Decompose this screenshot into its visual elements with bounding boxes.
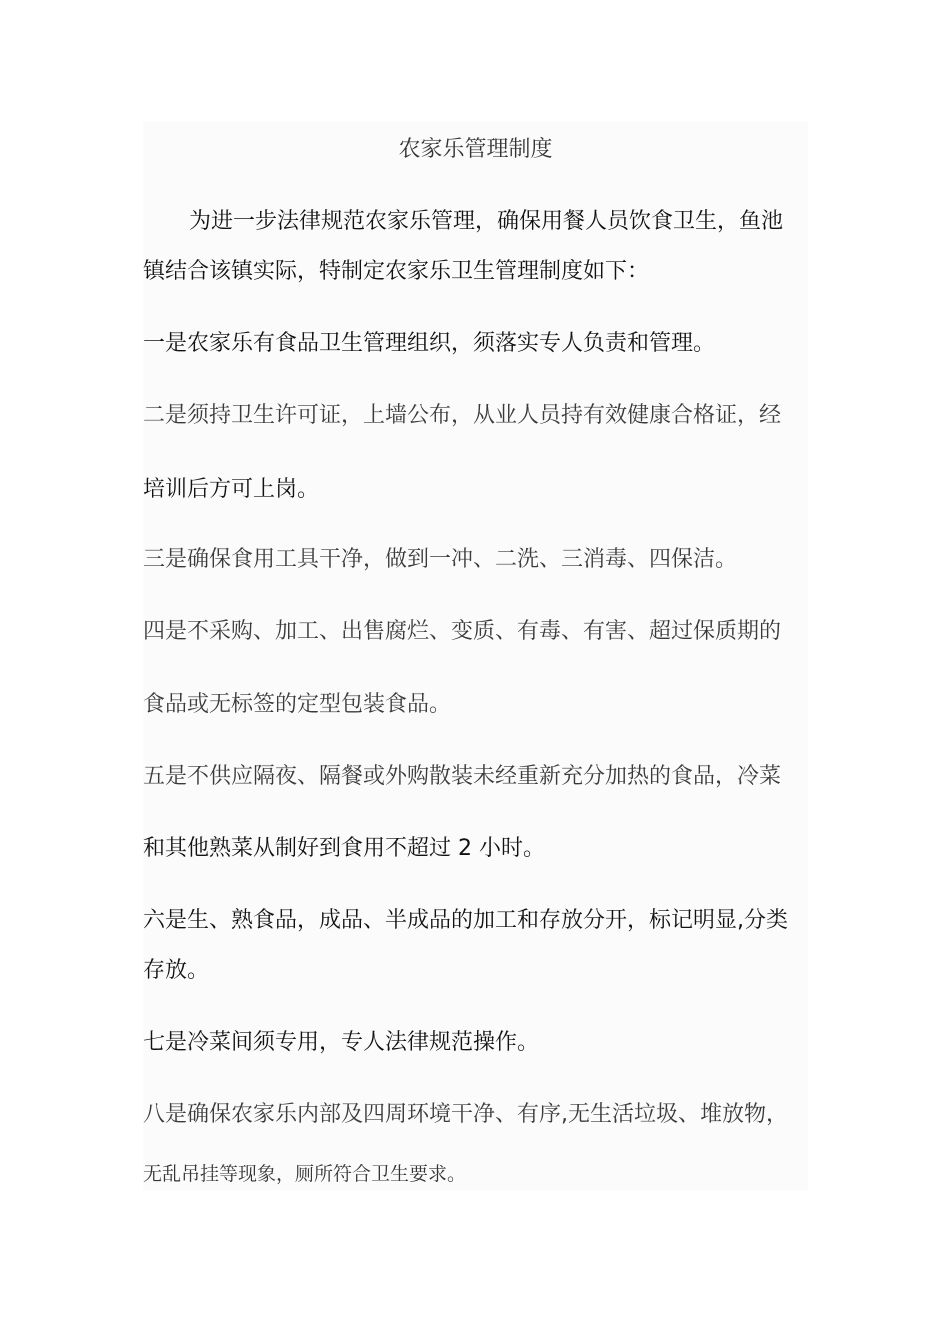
- rule-item-6-line-1: 六是生、熟食品，成品、半成品的加工和存放分开，标记明显,分类: [143, 908, 788, 933]
- intro-line-1: 为进一步法律规范农家乐管理，确保用餐人员饮食卫生，鱼池: [189, 209, 784, 234]
- rule-item-2-line-1: 二是须持卫生许可证，上墙公布，从业人员持有效健康合格证，经: [143, 403, 782, 428]
- rule-item-5-line-2: 和其他熟菜从制好到食用不超过 2 小时。: [143, 836, 545, 861]
- rule-item-1: 一是农家乐有食品卫生管理组织，须落实专人负责和管理。: [143, 331, 716, 356]
- rule-item-7: 七是冷菜间须专用，专人法律规范操作。: [143, 1030, 540, 1055]
- rule-item-4-line-2: 食品或无标签的定型包装食品。: [143, 692, 452, 717]
- rule-item-5-line-1: 五是不供应隔夜、隔餐或外购散装未经重新充分加热的食品，冷菜: [143, 764, 782, 789]
- rule-item-6-line-2: 存放。: [143, 958, 210, 983]
- rule-item-2-line-2: 培训后方可上岗。: [143, 477, 320, 502]
- rule-item-3: 三是确保食用工具干净，做到一冲、二洗、三消毒、四保洁。: [143, 547, 738, 572]
- rule-item-4-line-1: 四是不采购、加工、出售腐烂、变质、有毒、有害、超过保质期的: [143, 619, 782, 644]
- rule-item-8-line-2: 无乱吊挂等现象，厕所符合卫生要求。: [143, 1163, 467, 1185]
- document-page: [143, 122, 808, 1190]
- intro-line-2: 镇结合该镇实际，特制定农家乐卫生管理制度如下：: [143, 259, 650, 284]
- document-title: 农家乐管理制度: [398, 137, 553, 162]
- rule-item-8-line-1: 八是确保农家乐内部及四周环境干净、有序,无生活垃圾、堆放物，: [143, 1102, 788, 1127]
